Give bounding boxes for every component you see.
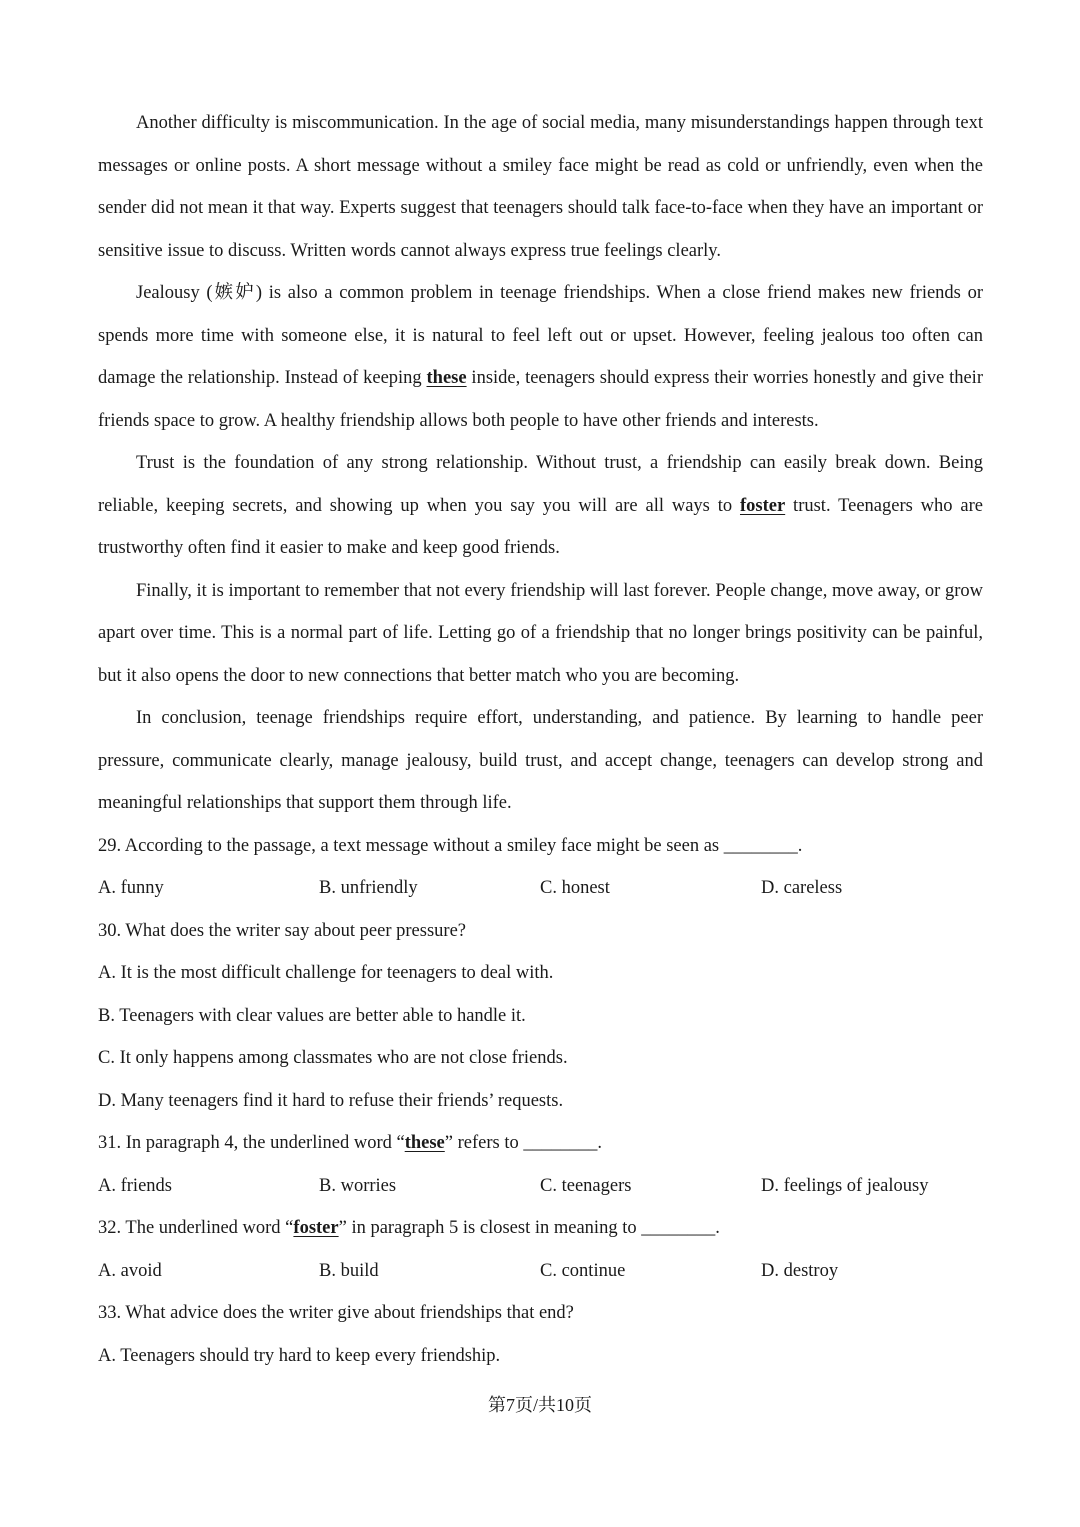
option-d: D. feelings of jealousy [761,1175,929,1196]
exam-page-body [98,102,983,1377]
underlined-keyword-these: these [426,368,467,388]
question-30-stem: 30. What does the writer say about peer pressure? [98,920,466,941]
paragraph-trust [98,442,983,570]
option-a: A. friends [98,1175,172,1196]
paragraph-text: trust. Teenagers who are trustworthy often find it easier to make and keep good friends. [98,495,983,558]
question-text: ” in paragraph 5 is closest in meaning to ________. [338,1218,720,1238]
option-c: C. continue [540,1260,626,1281]
question-31-options [98,1165,983,1208]
question-29-options [98,867,983,910]
paragraph-jealousy [98,272,983,442]
paragraph-conclusion: In conclusion, teenage friendships require effort, understanding, and patience. By learning to handle peer pressure, communicate clearly, manage jealousy, build trust, and accept change, teenagers can develop strong and meaningful relationships that support them through life. [98,708,983,813]
paragraph-text: Trust is the foundation of any strong relationship. Without trust, a friendship can easily break down. Being reliable, keeping secrets, and showing up when you say you will are all ways to [98,453,983,516]
option-a: A. funny [98,878,164,898]
option-c: C. It only happens among classmates who are not close friends. [98,1048,568,1068]
question-text: 32. The underlined word “ [98,1218,294,1238]
question-32-stem [98,1207,983,1250]
option-b: B. build [319,1260,379,1281]
question-32-options [98,1250,983,1293]
paragraph-text: Jealousy (嫉妒) is also a common problem in teenage friendships. When a close friend makes new friends or spends more time with someone else, it is natural to feel left out or upset. However, feeling jealous too often can damage the relationship. Instead of keeping [98,283,983,388]
option-b: B. worries [319,1175,397,1196]
question-33-stem: 33. What advice does the writer give about friendships that end? [98,1303,574,1323]
question-text: 31. In paragraph 4, the underlined word “ [98,1133,405,1153]
underlined-keyword-foster: foster [293,1218,339,1238]
option-d: D. careless [761,878,843,898]
option-a: A. avoid [98,1260,162,1281]
page-number-footer: 第7页/共10页 [487,1395,592,1415]
question-31-stem [98,1122,983,1165]
option-d: D. Many teenagers find it hard to refuse their friends’ requests. [98,1090,564,1111]
option-a: A. It is the most difficult challenge for teenagers to deal with. [98,963,554,983]
option-c: C. teenagers [540,1175,632,1196]
paragraph-change: Finally, it is important to remember that not every friendship will last forever. People change, move away, or grow apart over time. This is a normal part of life. Letting go of a friendship that no longer brings positivity can be painful, but it also opens the door to new connections that better match who you are becoming. [98,580,983,686]
option-a: A. Teenagers should try hard to keep every friendship. [98,1345,501,1366]
paragraph-miscommunication: Another difficulty is miscommunication. In the age of social media, many misunderstandings happen through text messages or online posts. A short message without a smiley face might be read as cold or unfriendly, even when the sender did not mean it that way. Experts suggest that teenagers should talk face-to-face when they have an important or sensitive issue to discuss. Written words cannot always express true feelings clearly. [98,113,983,261]
underlined-keyword-foster: foster [739,495,786,516]
question-text: ” refers to ________. [444,1133,602,1153]
paragraph-text: inside, teenagers should express their worries honestly and give their friends space to grow. A healthy friendship allows both people to have other friends and interests. [98,368,983,431]
option-d: D. destroy [761,1260,839,1281]
question-29-stem: 29. According to the passage, a text message without a smiley face might be seen as ________. [98,835,803,856]
underlined-keyword-these: these [404,1133,445,1153]
option-c: C. honest [540,878,610,898]
option-b: B. unfriendly [319,878,418,898]
option-b: B. Teenagers with clear values are better able to handle it. [98,1005,526,1026]
